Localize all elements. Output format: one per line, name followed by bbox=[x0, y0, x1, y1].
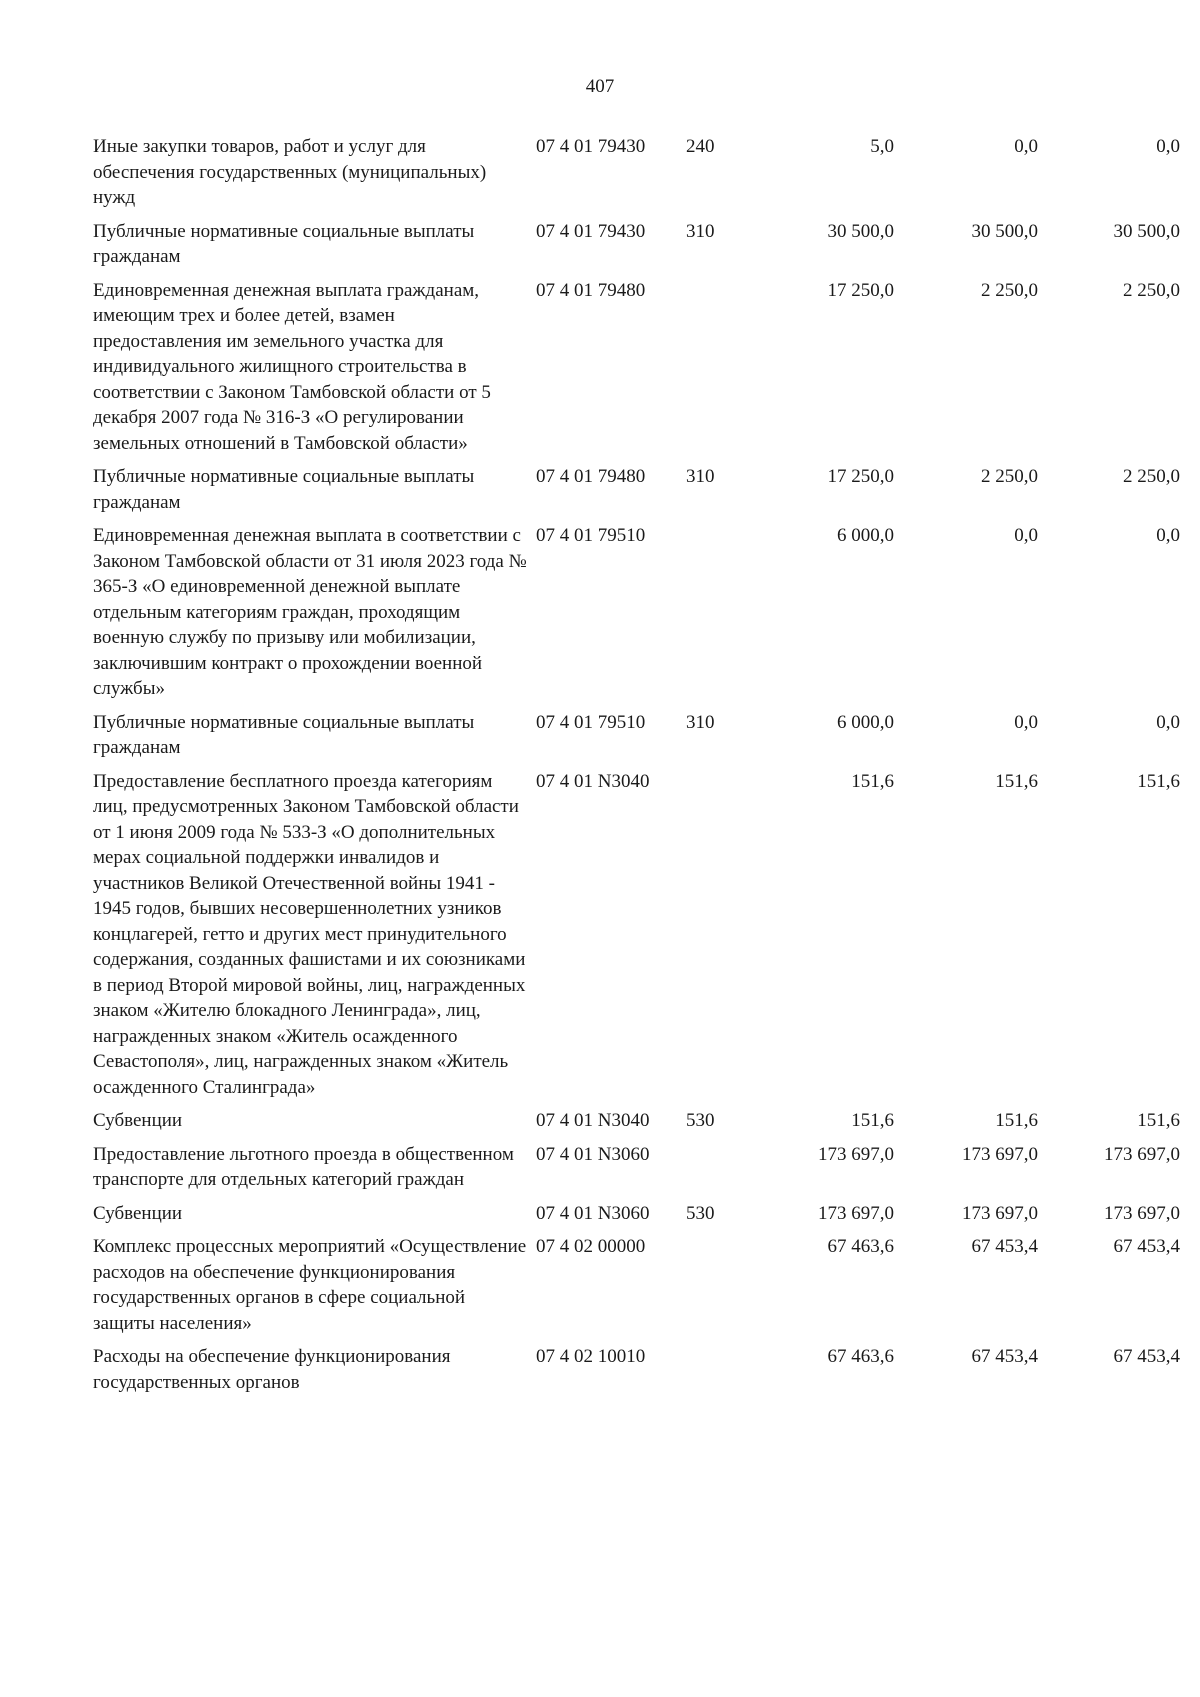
row-vr: 310 bbox=[686, 220, 715, 242]
row-name: Единовременная денежная выплата гражданам, имеющим трех и более детей, взамен предоставления им земельного участка для индивидуального жилищного строительства в соответствии с Законом Тамбовской области от 5 декабря 2007 года № 316-З «О регулировании земельных отношений в Тамбовской области» bbox=[93, 279, 491, 454]
row-year2: 67 453,4 bbox=[971, 1346, 1038, 1367]
table-row bbox=[93, 1201, 1180, 1235]
row-csr: 07 4 01 N3060 bbox=[536, 1202, 650, 1224]
row-csr: 07 4 01 79510 bbox=[536, 711, 646, 733]
row-year1: 173 697,0 bbox=[818, 1202, 894, 1224]
row-csr: 07 4 01 79430 bbox=[536, 136, 646, 157]
row-csr: 07 4 02 00000 bbox=[536, 1236, 646, 1257]
row-name: Публичные нормативные социальные выплаты гражданам bbox=[93, 711, 475, 758]
row-year2: 0,0 bbox=[1014, 525, 1038, 546]
row-csr: 07 4 01 N3060 bbox=[536, 1143, 650, 1165]
row-year3: 151,6 bbox=[1137, 1110, 1180, 1131]
table-row bbox=[93, 710, 1180, 769]
table-row bbox=[93, 1344, 1180, 1403]
table-row bbox=[93, 278, 1180, 465]
table-row bbox=[93, 134, 1180, 219]
row-csr: 07 4 01 79430 bbox=[536, 220, 646, 242]
row-year3: 2 250,0 bbox=[1123, 279, 1180, 301]
row-year2: 173 697,0 bbox=[962, 1143, 1038, 1165]
budget-table bbox=[93, 134, 1180, 1403]
row-year3: 67 453,4 bbox=[1113, 1346, 1180, 1367]
row-year2: 151,6 bbox=[995, 1110, 1038, 1131]
row-year1: 173 697,0 bbox=[818, 1143, 894, 1165]
row-vr bbox=[686, 1344, 751, 1403]
row-vr: 310 bbox=[686, 711, 715, 733]
page-number: 407 bbox=[585, 76, 615, 97]
row-year1: 5,0 bbox=[870, 136, 894, 157]
row-year3: 173 697,0 bbox=[1104, 1143, 1180, 1165]
row-name: Единовременная денежная выплата в соответствии с Законом Тамбовской области от 31 июля 2023 года № 365-З «О единовременной денежной выплате отдельным категориям граждан, проходящим военную службу по призыву или мобилизации, заключившим контракт о прохождении военной службы» bbox=[93, 525, 527, 699]
row-year1: 67 463,6 bbox=[827, 1236, 894, 1257]
table-row bbox=[93, 1108, 1180, 1142]
row-name: Расходы на обеспечение функционирования государственных органов bbox=[93, 1346, 451, 1393]
row-name: Предоставление бесплатного проезда категориям лиц, предусмотренных Законом Тамбовской области от 1 июня 2009 года № 533-З «О дополнительных мерах социальной поддержки инвалидов и участников Великой Отечественной войны 1941 - 1945 годов, бывших несовершеннолетних узников концлагерей, гетто и других мест принудительного содержания, созданных фашистами и их союзниками в период Второй мировой войны, лиц, награжденных знаком «Жителю блокадного Ленинграда», лиц, награжденных знаком «Житель осажденного Севастополя», лиц, награжденных знаком «Житель осажденного Сталинграда» bbox=[93, 770, 526, 1098]
row-vr: 530 bbox=[686, 1202, 715, 1224]
row-year3: 0,0 bbox=[1156, 136, 1180, 157]
row-year3: 151,6 bbox=[1137, 770, 1180, 792]
row-csr: 07 4 01 N3040 bbox=[536, 1110, 650, 1131]
row-year2: 151,6 bbox=[995, 770, 1038, 792]
row-year1: 67 463,6 bbox=[827, 1346, 894, 1367]
row-csr: 07 4 02 10010 bbox=[536, 1346, 646, 1367]
row-year1: 17 250,0 bbox=[827, 466, 894, 487]
row-year2: 0,0 bbox=[1014, 136, 1038, 157]
row-name: Публичные нормативные социальные выплаты гражданам bbox=[93, 466, 475, 513]
row-year2: 2 250,0 bbox=[981, 279, 1038, 301]
row-vr bbox=[686, 523, 751, 710]
row-year3: 2 250,0 bbox=[1123, 466, 1180, 487]
row-csr: 07 4 01 79480 bbox=[536, 279, 646, 301]
row-name: Комплекс процессных мероприятий «Осуществление расходов на обеспечение функционирования государственных органов в сфере социальной защиты населения» bbox=[93, 1236, 527, 1334]
row-vr bbox=[686, 278, 751, 465]
row-vr bbox=[686, 1142, 751, 1201]
row-csr: 07 4 01 79510 bbox=[536, 525, 646, 546]
row-name: Субвенции bbox=[93, 1110, 183, 1131]
row-year1: 17 250,0 bbox=[827, 279, 894, 301]
row-name: Публичные нормативные социальные выплаты гражданам bbox=[93, 220, 475, 267]
table-row bbox=[93, 1234, 1180, 1344]
row-year1: 151,6 bbox=[851, 770, 894, 792]
row-year1: 30 500,0 bbox=[827, 220, 894, 242]
row-vr bbox=[686, 1234, 751, 1344]
row-year2: 0,0 bbox=[1014, 711, 1038, 733]
table-row bbox=[93, 523, 1180, 710]
row-year2: 67 453,4 bbox=[971, 1236, 1038, 1257]
row-year2: 173 697,0 bbox=[962, 1202, 1038, 1224]
table-row bbox=[93, 1142, 1180, 1201]
row-year2: 30 500,0 bbox=[971, 220, 1038, 242]
row-vr bbox=[686, 769, 751, 1109]
row-csr: 07 4 01 N3040 bbox=[536, 770, 650, 792]
row-year3: 0,0 bbox=[1156, 711, 1180, 733]
row-name: Субвенции bbox=[93, 1202, 183, 1224]
row-year1: 6 000,0 bbox=[837, 711, 894, 733]
row-vr: 240 bbox=[686, 136, 715, 157]
row-year2: 2 250,0 bbox=[981, 466, 1038, 487]
row-name: Иные закупки товаров, работ и услуг для обеспечения государственных (муниципальных) нужд bbox=[93, 136, 487, 208]
row-vr: 310 bbox=[686, 466, 715, 487]
table-row bbox=[93, 769, 1180, 1109]
row-year1: 151,6 bbox=[851, 1110, 894, 1131]
row-year3: 173 697,0 bbox=[1104, 1202, 1180, 1224]
row-year1: 6 000,0 bbox=[837, 525, 894, 546]
row-vr: 530 bbox=[686, 1110, 715, 1131]
row-csr: 07 4 01 79480 bbox=[536, 466, 646, 487]
table-row bbox=[93, 219, 1180, 278]
table-row bbox=[93, 464, 1180, 523]
row-year3: 30 500,0 bbox=[1113, 220, 1180, 242]
row-name: Предоставление льготного проезда в общественном транспорте для отдельных категорий граждан bbox=[93, 1143, 514, 1190]
row-year3: 0,0 bbox=[1156, 525, 1180, 546]
row-year3: 67 453,4 bbox=[1113, 1236, 1180, 1257]
